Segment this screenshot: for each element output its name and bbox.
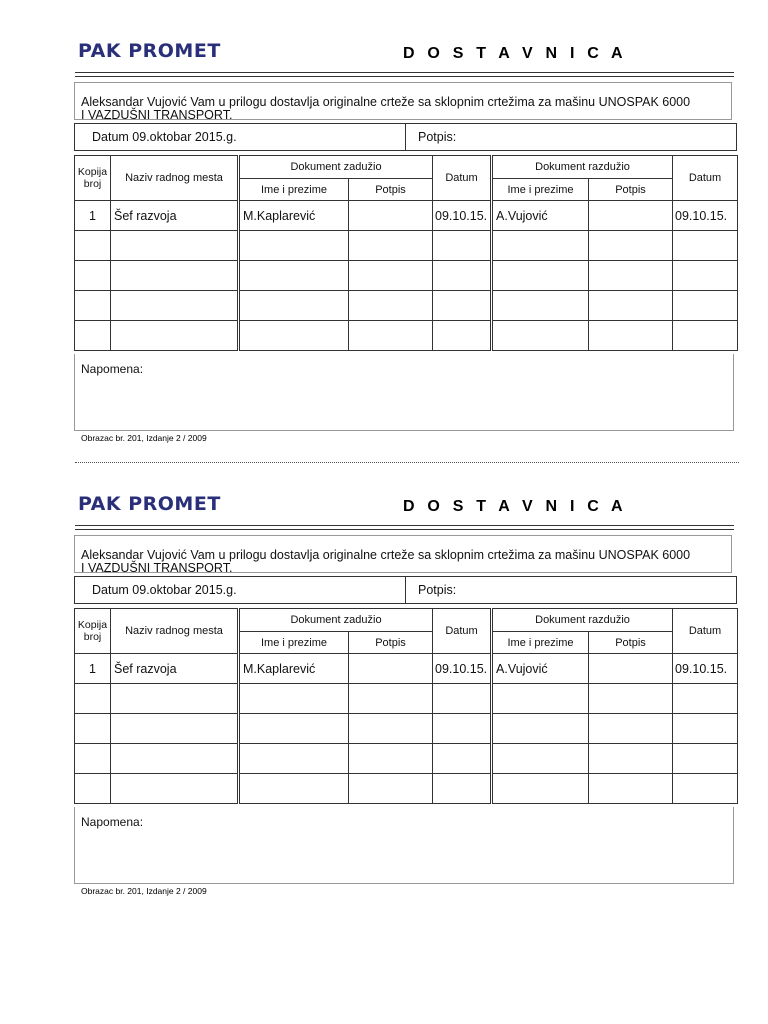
- table-cell: [589, 261, 673, 291]
- header-ime: Ime i prezime: [239, 632, 349, 654]
- table-cell: [589, 201, 673, 231]
- table-cell: [589, 321, 673, 351]
- message-line: Aleksandar Vujović Vam u prilogu dostavlja originalne crteže sa sklopnim crtežima za mašinu UNOSPAK 6000: [81, 95, 691, 109]
- header-ime: Ime i prezime: [492, 632, 589, 654]
- table-row: [75, 231, 738, 261]
- table-cell: [492, 744, 589, 774]
- note-box: [74, 354, 734, 431]
- header-kopija: Kopija broj: [75, 156, 111, 201]
- form-number: Obrazac br. 201, Izdanje 2 / 2009: [81, 433, 207, 443]
- table-cell: [75, 231, 111, 261]
- distribution-table: [74, 155, 738, 351]
- table-cell: [673, 261, 738, 291]
- table-cell: [589, 231, 673, 261]
- table-cell: [673, 321, 738, 351]
- signature-label: Potpis:: [418, 583, 457, 597]
- table-row: [75, 321, 738, 351]
- signature-label: Potpis:: [418, 130, 457, 144]
- table-cell: 1: [75, 201, 111, 231]
- table-cell: [673, 684, 738, 714]
- table-row: [75, 654, 738, 684]
- table-cell: [492, 684, 589, 714]
- table-cell: [492, 774, 589, 804]
- header-naziv: Naziv radnog mesta: [111, 156, 239, 201]
- table-cell: [349, 261, 433, 291]
- header-datum: Datum: [673, 156, 738, 201]
- table-cell: [492, 261, 589, 291]
- table-cell: [239, 261, 349, 291]
- table-cell: [111, 684, 239, 714]
- note-box: [74, 807, 734, 884]
- header-potpis: Potpis: [349, 632, 433, 654]
- document-title: D O S T A V N I C A: [403, 498, 627, 515]
- table-cell: [673, 291, 738, 321]
- table-cell: [349, 684, 433, 714]
- table-cell: [75, 261, 111, 291]
- header-datum: Datum: [433, 609, 492, 654]
- table-cell: M.Kaplarević: [239, 201, 349, 231]
- header-ime: Ime i prezime: [239, 179, 349, 201]
- table-cell: [589, 714, 673, 744]
- header-potpis: Potpis: [349, 179, 433, 201]
- table-cell: [239, 714, 349, 744]
- date-label: Datum 09.oktobar 2015.g.: [92, 583, 237, 597]
- table-cell: [239, 291, 349, 321]
- table-cell: 09.10.15.: [673, 654, 738, 684]
- table-cell: [349, 231, 433, 261]
- company-logo: PAK PROMET: [78, 40, 221, 62]
- header-divider: [75, 525, 734, 526]
- delivery-note-form: [0, 0, 768, 450]
- table-cell: [239, 231, 349, 261]
- table-row: [75, 714, 738, 744]
- header-kopija: Kopija broj: [75, 609, 111, 654]
- row-separator: [405, 577, 406, 603]
- header-divider-second: [75, 76, 734, 77]
- header-zaduzio: Dokument zadužio: [239, 156, 433, 179]
- message-line: Aleksandar Vujović Vam u prilogu dostavlja originalne crteže sa sklopnim crtežima za mašinu UNOSPAK 6000: [81, 548, 691, 562]
- table-cell: A.Vujović: [492, 201, 589, 231]
- table-row: [75, 291, 738, 321]
- header-potpis: Potpis: [589, 632, 673, 654]
- table-cell: [589, 774, 673, 804]
- table-cell: [492, 231, 589, 261]
- table-cell: [433, 714, 492, 744]
- header-potpis: Potpis: [589, 179, 673, 201]
- table-cell: [239, 321, 349, 351]
- message-line: I VAZDUŠNI TRANSPORT.: [81, 560, 233, 575]
- header-zaduzio: Dokument zadužio: [239, 609, 433, 632]
- table-cell: 09.10.15.: [433, 201, 492, 231]
- table-cell: [111, 774, 239, 804]
- table-cell: [75, 714, 111, 744]
- table-cell: [349, 321, 433, 351]
- table-cell: [673, 744, 738, 774]
- table-cell: [492, 291, 589, 321]
- table-cell: [111, 291, 239, 321]
- table-cell: [589, 684, 673, 714]
- header-divider-second: [75, 529, 734, 530]
- header-naziv: Naziv radnog mesta: [111, 609, 239, 654]
- table-cell: [433, 321, 492, 351]
- table-cell: [349, 744, 433, 774]
- row-separator: [405, 124, 406, 150]
- table-cell: [75, 774, 111, 804]
- header-ime: Ime i prezime: [492, 179, 589, 201]
- table-row: [75, 261, 738, 291]
- table-cell: [75, 291, 111, 321]
- table-cell: [75, 744, 111, 774]
- header-razduzio: Dokument razdužio: [492, 156, 673, 179]
- table-cell: [239, 684, 349, 714]
- header-datum: Datum: [433, 156, 492, 201]
- table-cell: [673, 714, 738, 744]
- document-title: D O S T A V N I C A: [403, 45, 627, 62]
- table-header-row: [75, 609, 738, 632]
- distribution-table: [74, 608, 738, 804]
- table-cell: [111, 261, 239, 291]
- table-cell: [75, 321, 111, 351]
- header-datum: Datum: [673, 609, 738, 654]
- table-cell: [349, 201, 433, 231]
- table-cell: [492, 321, 589, 351]
- table-cell: M.Kaplarević: [239, 654, 349, 684]
- table-cell: [589, 291, 673, 321]
- table-cell: [433, 684, 492, 714]
- table-row: [75, 774, 738, 804]
- date-label: Datum 09.oktobar 2015.g.: [92, 130, 237, 144]
- table-cell: [111, 321, 239, 351]
- date-signature-row: [74, 576, 737, 604]
- note-label: Napomena:: [81, 815, 144, 829]
- table-cell: [349, 774, 433, 804]
- message-box: [74, 535, 732, 573]
- table-cell: [111, 714, 239, 744]
- table-cell: [349, 714, 433, 744]
- header-divider: [75, 72, 734, 73]
- table-cell: [673, 231, 738, 261]
- delivery-note-form: [0, 453, 768, 903]
- table-cell: [589, 744, 673, 774]
- table-cell: [433, 744, 492, 774]
- table-cell: [433, 774, 492, 804]
- table-cell: [349, 291, 433, 321]
- table-cell: [433, 291, 492, 321]
- table-cell: [433, 231, 492, 261]
- table-cell: Šef razvoja: [111, 201, 239, 231]
- table-cell: 09.10.15.: [433, 654, 492, 684]
- table-cell: [111, 744, 239, 774]
- table-cell: 09.10.15.: [673, 201, 738, 231]
- company-logo: PAK PROMET: [78, 493, 221, 515]
- message-box: [74, 82, 732, 120]
- table-cell: [239, 744, 349, 774]
- table-cell: [673, 774, 738, 804]
- table-cell: [239, 774, 349, 804]
- note-label: Napomena:: [81, 362, 144, 376]
- table-cell: [75, 684, 111, 714]
- table-cell: [492, 714, 589, 744]
- table-row: [75, 201, 738, 231]
- table-cell: [589, 654, 673, 684]
- header-razduzio: Dokument razdužio: [492, 609, 673, 632]
- date-signature-row: [74, 123, 737, 151]
- table-header-row: [75, 156, 738, 179]
- form-number: Obrazac br. 201, Izdanje 2 / 2009: [81, 886, 207, 896]
- table-cell: Šef razvoja: [111, 654, 239, 684]
- table-cell: [433, 261, 492, 291]
- table-cell: [111, 231, 239, 261]
- table-cell: 1: [75, 654, 111, 684]
- message-line: I VAZDUŠNI TRANSPORT.: [81, 107, 233, 122]
- table-cell: A.Vujović: [492, 654, 589, 684]
- table-row: [75, 684, 738, 714]
- table-row: [75, 744, 738, 774]
- table-cell: [349, 654, 433, 684]
